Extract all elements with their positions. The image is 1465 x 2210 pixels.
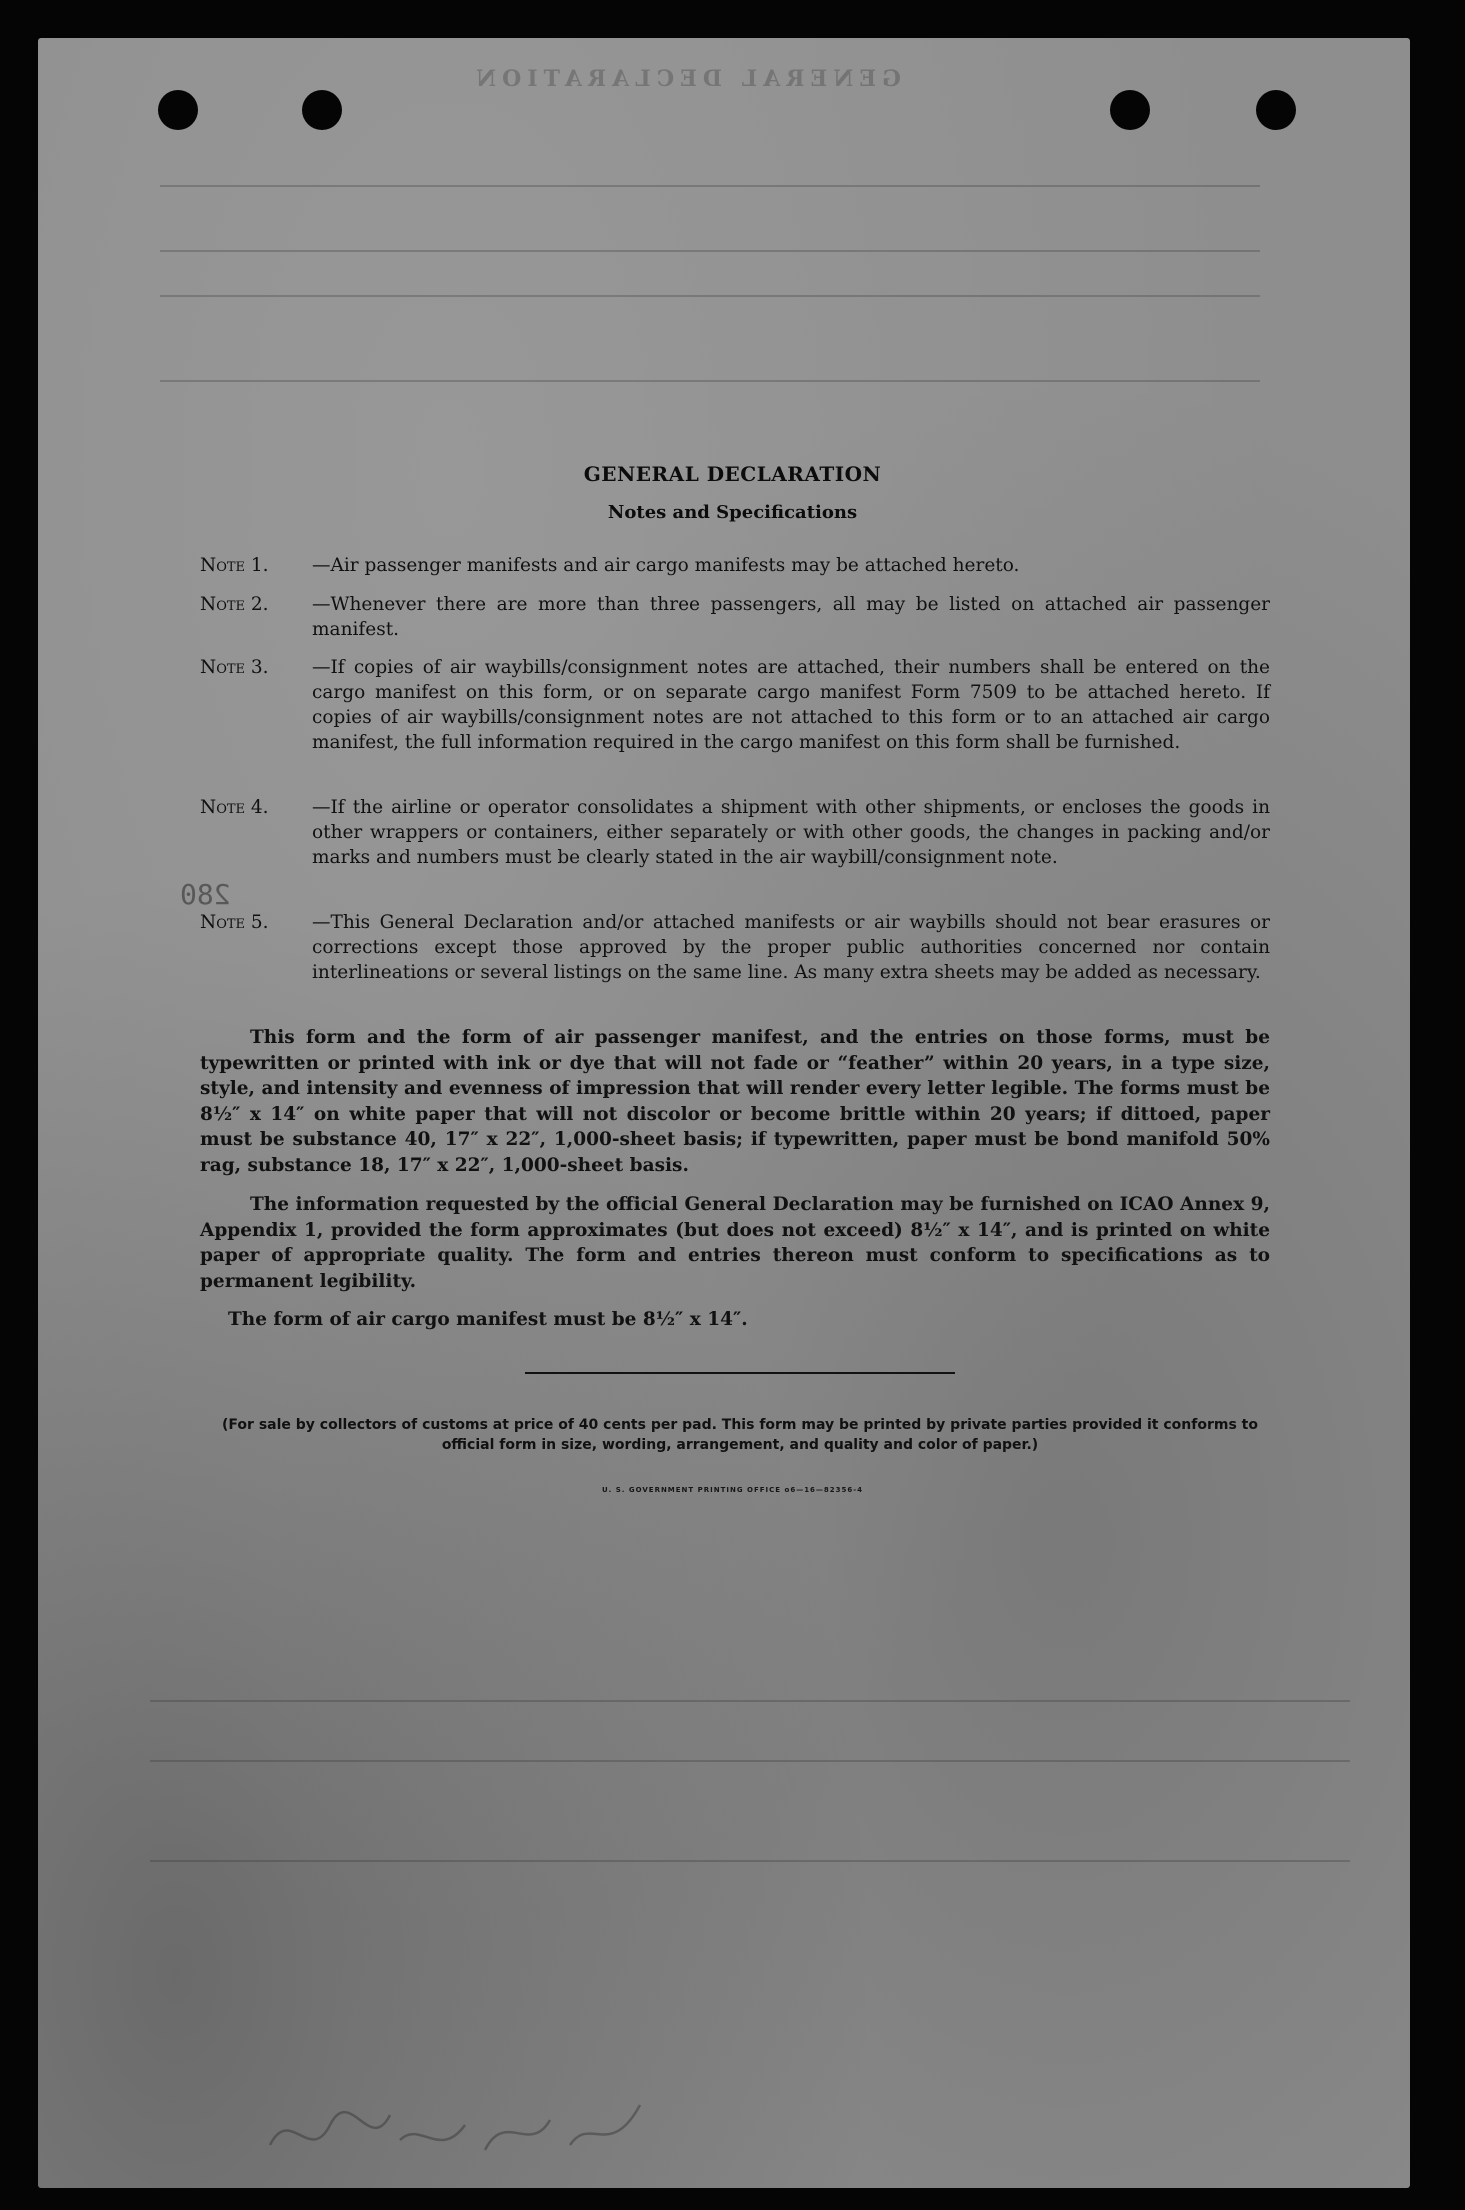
note-label: Note 1.	[200, 555, 269, 576]
bleed-through-line	[160, 380, 1260, 382]
document-subtitle: Notes and Specifications	[607, 502, 858, 523]
bleed-through-line	[150, 1760, 1350, 1762]
punch-hole	[302, 90, 342, 130]
note-label: Note 3.	[200, 657, 269, 678]
note-4: Note 4. —If the airline or operator consolidates a shipment with other shipments, or encloses the goods in other wrappers or containers, either separately or with other goods, the changes in packing and/or marks and numbers must be clearly stated in the air waybill/consignment note.	[200, 797, 1270, 868]
bleed-through-line	[150, 1700, 1350, 1702]
note-text: Whenever there are more than three passengers, all may be listed on attached air passenger manifest.	[312, 594, 1270, 640]
note-1: Note 1. —Air passenger manifests and air cargo manifests may be attached hereto.	[200, 555, 1020, 576]
bleed-through-line	[160, 295, 1260, 297]
note-label: Note 5.	[200, 912, 269, 933]
bleed-through-line	[150, 1860, 1350, 1862]
note-label: Note 2.	[200, 594, 269, 615]
bleed-through-heading: GENERAL DECLARATION	[470, 66, 901, 92]
note-2: Note 2. —Whenever there are more than three passengers, all may be listed on attached air passenger manifest.	[200, 594, 1270, 640]
note-text: Air passenger manifests and air cargo manifests may be attached hereto.	[330, 555, 1020, 576]
punch-hole	[1256, 90, 1296, 130]
signature-bleed-through	[250, 2085, 670, 2175]
divider-rule	[525, 1372, 955, 1374]
cargo-manifest-size-paragraph: The form of air cargo manifest must be 8½″ x 14″.	[228, 1309, 748, 1330]
note-label: Note 4.	[200, 797, 269, 818]
stamp-number: 280	[180, 878, 231, 911]
punch-hole	[158, 90, 198, 130]
specification-paragraph: This form and the form of air passenger manifest, and the entries on those forms, must be typewritten or printed with ink or dye that will not fade or “feather” within 20 years, in a type size, style, and intensity and evenness of impression that will render every letter legible. The forms must be 8½″ x 14″ on white paper that will not discolor or become brittle within 20 years; if dittoed, paper must be substance 40, 17″ x 22″, 1,000-sheet basis; if typewritten, paper must be bond manifold 50% rag, substance 18, 17″ x 22″, 1,000-sheet basis.	[200, 1027, 1270, 1176]
sale-notice: (For sale by collectors of customs at price of 40 cents per pad. This form may be printed by private parties provided it conforms to official form in size, wording, arrangement, and quality and color of paper.)	[222, 1417, 1258, 1453]
document-title: GENERAL DECLARATION	[583, 462, 882, 486]
punch-hole	[1110, 90, 1150, 130]
bleed-through-line	[160, 250, 1260, 252]
printer-line: U. S. GOVERNMENT PRINTING OFFICE o6—16—82356-4	[601, 1486, 864, 1494]
bleed-through-line	[160, 185, 1260, 187]
note-text: This General Declaration and/or attached manifests or air waybills should not bear erasures or corrections except those approved by the proper public authorities concerned nor contain interlineations or several listings on the same line. As many extra sheets may be added as necessary.	[312, 912, 1270, 983]
icao-paragraph: The information requested by the official General Declaration may be furnished on ICAO Annex 9, Appendix 1, provided the form approximates (but does not exceed) 8½″ x 14″, and is printed on white paper of appropriate quality. The form and entries thereon must conform to specifications as to permanent legibility.	[200, 1194, 1270, 1292]
note-5: Note 5. —This General Declaration and/or attached manifests or air waybills should not bear erasures or corrections except those approved by the proper public authorities concerned nor contain interlineations or several listings on the same line. As many extra sheets may be added as necessary.	[200, 912, 1270, 983]
note-3: Note 3. —If copies of air waybills/consignment notes are attached, their numbers shall be entered on the cargo manifest on this form, or on separate cargo manifest Form 7509 to be attached hereto. If copies of air waybills/consignment notes are not attached to this form or to an attached air cargo manifest, the full information required in the cargo manifest on this form shall be furnished.	[200, 657, 1270, 753]
note-text: If the airline or operator consolidates a shipment with other shipments, or encloses the goods in other wrappers or containers, either separately or with other goods, the changes in packing and/or marks and numbers must be clearly stated in the air waybill/consignment note.	[312, 797, 1270, 868]
note-text: If copies of air waybills/consignment notes are attached, their numbers shall be entered on the cargo manifest on this form, or on separate cargo manifest Form 7509 to be attached hereto. If copies of air waybills/consignment notes are not attached to this form or to an attached air cargo manifest, the full information required in the cargo manifest on this form shall be furnished.	[312, 657, 1270, 753]
